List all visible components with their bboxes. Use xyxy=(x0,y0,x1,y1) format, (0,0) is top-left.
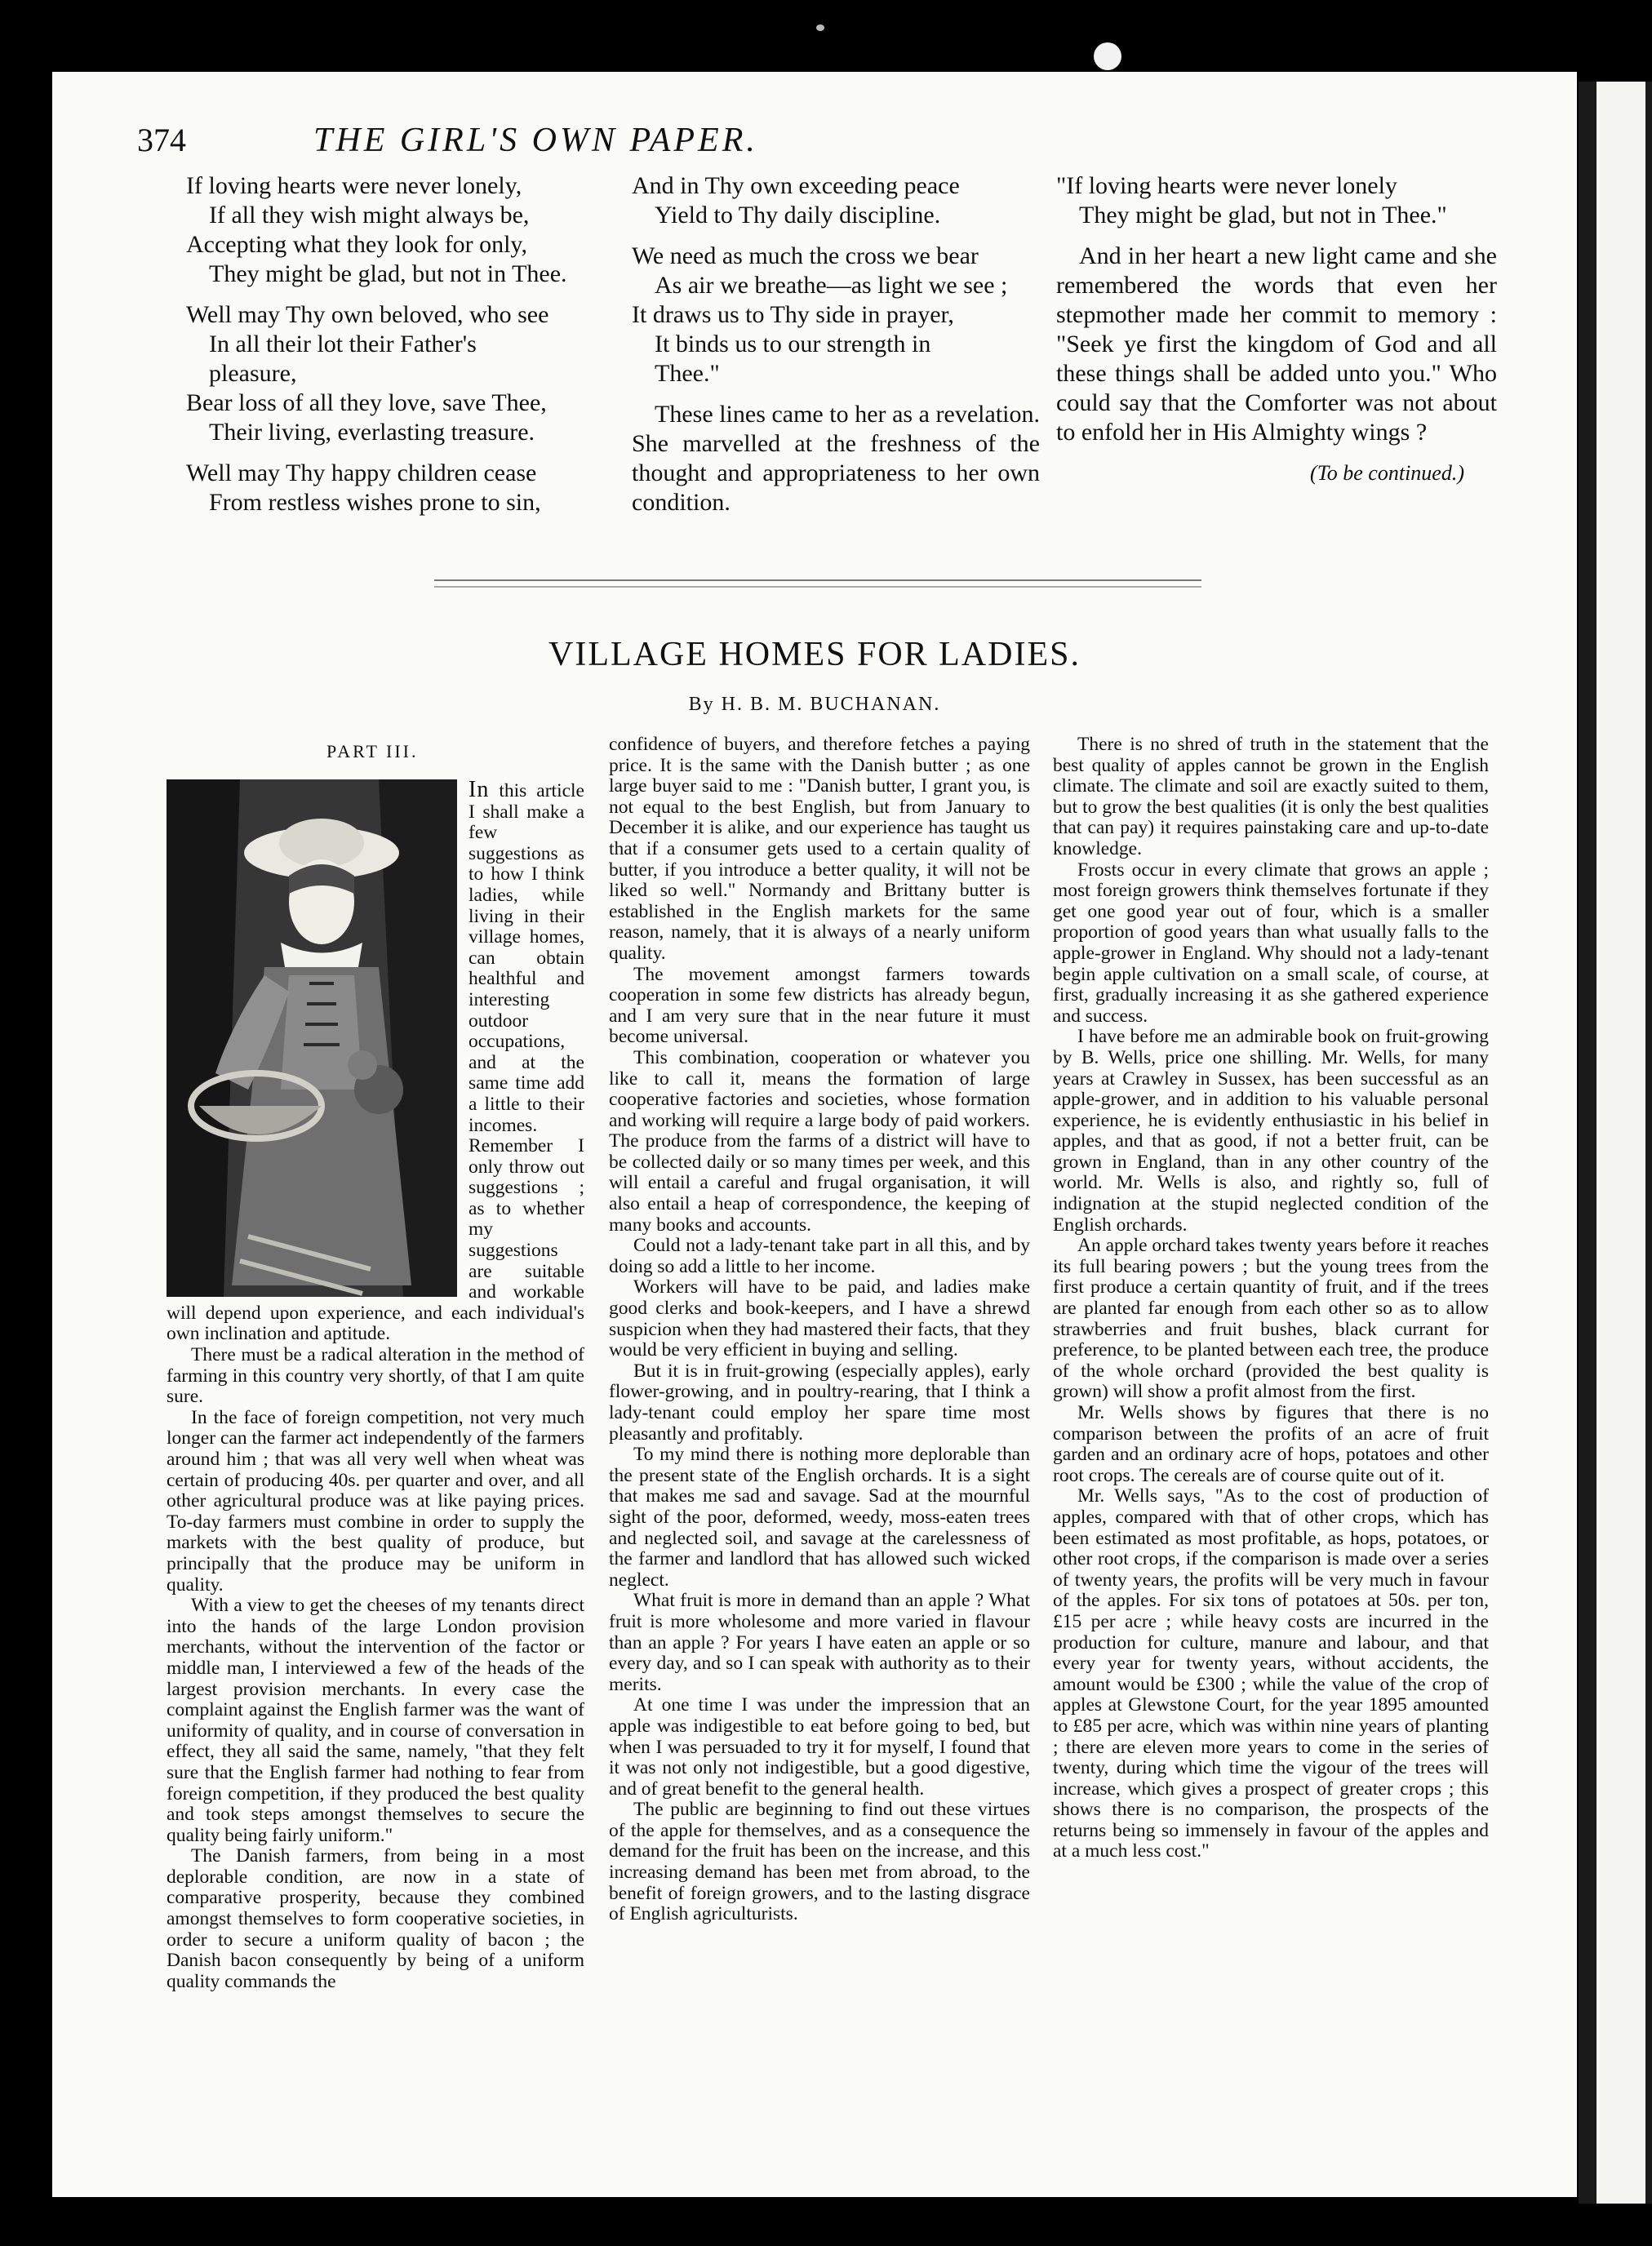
woman-with-basket-illustration xyxy=(167,779,457,1297)
poem-prose-revelation: These lines came to her as a revelation. She marvelled at the freshness of the thought and appropriateness to her own condition. xyxy=(632,401,1040,516)
article-paragraph: In the face of foreign competition, not very much longer can the farmer act independently of the farmers around him ; that was all very well when wheat was certain of producing 40s. per quarter and over, and all other agricultural produce was at like paying prices. To-day farmers must combine in order to supply the markets with the best quality of produce, but principally that the produce may be uniform in quality. xyxy=(167,1406,584,1596)
continued-paragraph: confidence of buyers, and therefore fetches a paying price. It is the same with the Danish butter ; as one large buyer said to me : "Danish butter, I grant you, is not equal to the best English, but from January to December it is alike, and our experience has taught us that if a consumer gets used to a certain quality of butter, if you introduce a better quality, it will not be liked so well." Normandy and Brittany butter is established in the English markets for the same reason, namely, that it is always of a nearly uniform quality. xyxy=(609,734,1030,964)
article-paragraph: What fruit is more in demand than an apple ? What fruit is more wholesome and more varied in flavour than an apple ? For years I have eaten an apple or so every day, and so I can speak with authority as to their merits. xyxy=(609,1590,1030,1695)
article-paragraph: The movement amongst farmers towards cooperation in some few districts has already begun, and I am very sure that in the near future it must become universal. xyxy=(609,963,1030,1048)
poem-line: It draws us to Thy side in prayer, xyxy=(632,301,954,328)
poem-line: We need as much the cross we bear xyxy=(632,242,979,269)
facing-page-edge xyxy=(1579,82,1652,2204)
article-paragraph: I have before me an admirable book on fruit-growing by B. Wells, price one shilling. Mr. Wells, for many years at Crawley in Sussex, has been successful as an apple-grower, and in addition to his valuable personal experience, he is evidently enthusiastic in his belief in apples, and that as good, if not a better fruit, can be grown in England, than in any other country of the world. Mr. Wells is also, and rightly so, full of indignation at the stupid neglected condition of the English orchards. xyxy=(1053,1026,1489,1236)
stanza-gap xyxy=(632,230,1040,242)
poem-line: If all they wish might always be, xyxy=(209,202,530,229)
article-paragraph: Frosts occur in every climate that grows an apple ; most foreign growers think themselves fortunate if they get one good year out of four, which is a smaller proportion of good years than what usually falls to the apple-grower in England. Why should not a lady-tenant begin apple cultivation on a small scale, of course, at first, gradually increasing it as she gathered experience and success. xyxy=(1053,859,1489,1027)
article-column-3 xyxy=(1053,735,1489,1862)
poem-line: Thee." xyxy=(655,360,720,387)
stanza-gap xyxy=(186,447,611,459)
article-byline: By H. B. M. BUCHANAN. xyxy=(688,694,941,715)
poem-line: As air we breathe—as light we see ; xyxy=(655,272,1008,299)
intro-text: this article I shall make a few suggestions as to how I think ladies, while living in their village homes, can obtain healthful and interesting outdoor occupations, and at the same time add a little to their incomes. Remember I only throw out suggestions ; as to whether my suggestions are suitable and workable will depend upon experience, and each individual's own inclination and aptitude. xyxy=(167,780,584,1345)
article-paragraph: At one time I was under the impression that an apple was indigestible to eat before going to bed, but when I was persuaded to try it for myself, I found that it was not only not indigestible, but a good digestive, and of great benefit to the general health. xyxy=(609,1694,1030,1800)
quote-line: "If loving hearts were never lonely xyxy=(1056,172,1397,199)
poem-line: Accepting what they look for only, xyxy=(186,231,527,258)
to-be-continued: (To be continued.) xyxy=(1310,461,1464,485)
scan-speck xyxy=(1094,42,1121,70)
poem-line: If loving hearts were never lonely, xyxy=(186,172,522,199)
article-column-1 xyxy=(167,779,584,1992)
stanza-gap xyxy=(186,289,611,300)
article-paragraph: With a view to get the cheeses of my tenants direct into the hands of the large London provision merchants, without the intervention of the factor or middle man, I interviewed a few of the heads of the largest provision merchants. In every case the complaint against the English farmer was the want of uniformity of quality, and in course of conversation in effect, they all said the same, namely, "that they felt sure that the English farmer had nothing to fear from foreign competition, if they produced the best quality and took steps amongst themselves to secure the quality being fairly uniform." xyxy=(167,1595,584,1846)
poem-line: They might be glad, but not in Thee. xyxy=(209,260,567,287)
article-paragraph: But it is in fruit-growing (especially apples), early flower-growing, and in poultry-rearing, that I think a lady-tenant could employ her spare time most pleasantly and profitably. xyxy=(609,1360,1030,1445)
poem-line: Bear loss of all they love, save Thee, xyxy=(186,389,547,416)
article-paragraph: This combination, cooperation or whatever you like to call it, means the formation of large cooperative factories and societies, whose formation and working will require a large body of paid workers. The produce from the farms of a district will have to be collected daily or so many times per week, and this will entail a careful and frugal organisation, it will also entail a heap of correspondence, the keeping of many books and accounts. xyxy=(609,1046,1030,1236)
poem-line: And in Thy own exceeding peace xyxy=(632,172,960,199)
poem-line: pleasure, xyxy=(209,360,297,387)
poem-line: In all their lot their Father's xyxy=(209,331,477,357)
poem-prose-closing: And in her heart a new light came and she remembered the words that even her stepmother made her commit to memory : "Seek ye first the kingdom of God and all these things shall be added unto you." Who could say that the Comforter was not about to enfold her in His Almighty wings ? xyxy=(1056,242,1497,446)
section-divider xyxy=(434,579,1201,588)
quote-line: They might be glad, but not in Thee." xyxy=(1079,202,1447,229)
poem-line: It binds us to our strength in xyxy=(655,331,931,357)
article-paragraph: Mr. Wells says, "As to the cost of production of apples, compared with that of other crops, which has been estimated as most profitable, as hops, potatoes, or other root crops, if the comparison is made over a series of twenty years, the profits will be very much in favour of the apples. For six tons of potatoes at 50s. per ton, £15 per acre ; while heavy costs are incurred in the production for culture, manure and labour, and that every year for twenty years, without accidents, the amount would be £300 ; while the value of the crop of apples at Glewstone Court, for the year 1895 amounted to £85 per acre, which was within nine years of planting ; there are eleven more years to come in the series of twenty, during which time the vigour of the trees will increase, which gives a prospect of greater crops ; this shows there is no comparison, the prospects of the returns being so immensely in favour of the apples and at a much less cost." xyxy=(1053,1485,1489,1862)
poem-column-2 xyxy=(632,171,1040,517)
article-part-label: PART III. xyxy=(326,741,419,761)
article-title: VILLAGE HOMES FOR LADIES. xyxy=(548,636,1081,673)
article-paragraph: Could not a lady-tenant take part in all this, and by doing so add a little to her income. xyxy=(609,1235,1030,1277)
poem-line: Their living, everlasting treasure. xyxy=(209,419,535,446)
poem-column-3 xyxy=(1056,171,1497,488)
scan-speck xyxy=(816,24,824,31)
article-paragraph: There must be a radical alteration in the method of farming in this country very shortly, of that I am quite sure. xyxy=(167,1344,584,1408)
article-paragraph: The public are beginning to find out these virtues of the apple for themselves, and as a consequence the demand for the fruit has been on the increase, and this increasing demand has been met from abroad, to the benefit of foreign growers, and to the lasting disgrace of English agriculturists. xyxy=(609,1799,1030,1925)
dropcap-word: In xyxy=(469,777,490,802)
article-column-2 xyxy=(609,735,1030,1925)
article-paragraph: Mr. Wells shows by figures that there is no comparison between the profits of an acre of fruit garden and an ordinary acre of hops, potatoes and other root crops. The cereals are of course quite out of it. xyxy=(1053,1402,1489,1486)
poem-column-1 xyxy=(186,171,611,517)
article-paragraph: Workers will have to be paid, and ladies make good clerks and book-keepers, and I have a shrewd suspicion when they had mastered their facts, that they would be very efficient in buying and selling. xyxy=(609,1276,1030,1361)
journal-title: THE GIRL'S OWN PAPER. xyxy=(313,122,758,159)
poem-line: Well may Thy happy children cease xyxy=(186,459,537,486)
article-paragraph: There is no shred of truth in the statement that the best quality of apples cannot be grown in the English climate. The climate and soil are exactly suited to them, but to grow the best qualities (it is only the best qualities that can pay) it requires painstaking care and up-to-date knowledge. xyxy=(1053,734,1489,859)
poem-line: From restless wishes prone to sin, xyxy=(209,489,541,516)
article-paragraph: An apple orchard takes twenty years before it reaches its full bearing powers ; but the young trees from the first produce a certain quantity of fruit, and if the trees are planted far enough from each other so as to allow strawberries and fruit bushes, black currant for preference, to be planted between each tree, the produce of the whole orchard (provided the best quality is grown) will show a profit almost from the first. xyxy=(1053,1235,1489,1403)
poem-line: Yield to Thy daily discipline. xyxy=(655,202,941,229)
article-paragraph: The Danish farmers, from being in a most deplorable condition, are now in a state of comparative prosperity, because they combined amongst themselves to form cooperative societies, in order to secure a uniform quality of bacon ; the Danish bacon consequently by being of a uniform quality commands the xyxy=(167,1845,584,1992)
page-number: 374 xyxy=(137,122,186,158)
poem-line: Well may Thy own beloved, who see xyxy=(186,301,549,328)
running-head xyxy=(137,121,1059,160)
article-paragraph: To my mind there is nothing more deplorable than the present state of the English orchards. It is a sight that makes me sad and savage. Sad at the mournful sight of the poor, deformed, weedy, moss-eaten trees and neglected soil, and savage at the carelessness of the farmer and landlord that has allowed such wicked neglect. xyxy=(609,1444,1030,1591)
